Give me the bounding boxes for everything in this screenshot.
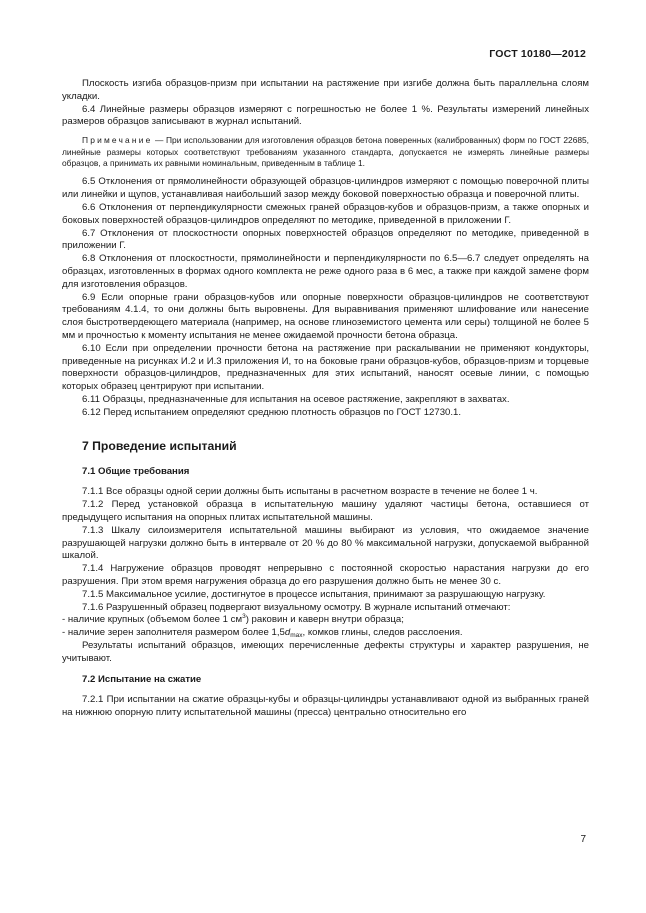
- paragraph-6-12: 6.12 Перед испытанием определяют среднюю плотность образцов по ГОСТ 12730.1.: [82, 406, 462, 418]
- paragraph-bending-plane: Плоскость изгиба образцов-призм при испытании на растяжение при изгибе должна быть параллельна слоям укладки.: [62, 78, 589, 102]
- page-number: 7: [580, 834, 586, 845]
- paragraph-6-5: 6.5 Отклонения от прямолинейности образующей образцов-цилиндров измеряют с помощью поверочной плиты или линейки и щупов, устанавливая наибольший зазор между боковой поверхностью образца и поверочной плиты.: [62, 176, 589, 201]
- paragraph-7-1-4: 7.1.4 Нагружение образцов проводят непрерывно с постоянной скоростью нарастания нагрузки до его разрушения. При этом время нагружения образца до его разрушения должно быть не менее 30 с.: [62, 563, 589, 587]
- paragraph-6-11: 6.11 Образцы, предназначенные для испытания на осевое растяжение, закрепляют в захватах.: [82, 393, 510, 405]
- paragraph-7-1-2: 7.1.2 Перед установкой образца в испытательную машину удаляют частицы бетона, оставшиеся от предыдущего испытания на опорных плитах испытательной машины.: [62, 499, 589, 523]
- section-7-heading: 7 Проведение испытаний: [82, 438, 237, 453]
- note-label: Примечание: [82, 135, 153, 146]
- paragraph-6-4: 6.4 Линейные размеры образцов измеряют с погрешностью не более 1 %. Результаты измерений линейных размеров образцов записывают в журнал испытаний.: [62, 103, 589, 128]
- paragraph-6-8: 6.8 Отклонения от плоскостности, прямолинейности и перпендикулярности по 6.5—6.7 следует определять на образцах, изготовленных в формах одного комплекта не реже одного раза в 6 мес, а также при каждой замене форм для изготовления образцов.: [62, 253, 589, 290]
- paragraph-7-1-6: 7.1.6 Разрушенный образец подвергают визуальному осмотру. В журнале испытаний отмечают:: [82, 601, 511, 613]
- note-text: — При использовании для изготовления образцов бетона поверенных (калиброванных) форм по ГОСТ 22685, линейные размеры которых соответствуют требованиям указанного стандарта, допускается не измерять линейные размеры образцов, а принимать их равными номинальным, приведенным в таблице 1.: [62, 135, 589, 168]
- paragraph-results-defects: Результаты испытаний образцов, имеющих перечисленные дефекты структуры и характер разрушения, не учитывают.: [62, 639, 589, 664]
- paragraph-6-6: 6.6 Отклонения от перпендикулярности смежных граней образцов-кубов и образцов-призм, а также опорных и боковых поверхностей образцов-цилиндров определяют по методике, приведенной в приложении Г.: [62, 202, 589, 226]
- paragraph-6-7: 6.7 Отклонения от плоскостности опорных поверхностей образцов определяют по методике, приведенной в приложении Г.: [62, 227, 589, 252]
- defect-list-item: - наличие зерен заполнителя размером более $1,5d_{max}$, комков глины, следов расслоения.: [62, 627, 463, 640]
- page-content: [62, 78, 589, 720]
- paragraph-7-1-1: 7.1.1 Все образцы одной серии должны быть испытаны в расчетном возрасте в течение не более 1 ч.: [82, 486, 538, 498]
- defect-list-item: - наличие крупных (объемом более 1 $см^3$) раковин и каверн внутри образца;: [62, 613, 404, 626]
- paragraph-6-10: 6.10 Если при определении прочности бетона на растяжение при раскалывании не применяют кондукторы, приведенные на рисунках И.2 и И.3 приложения И, то на боковые грани образцов-кубов, образцов-призм и торцевые поверхности образцов-цилиндров, предназначенных для этих испытаний, наносят осевые линии, с помощью которых образец центрируют при испытании.: [62, 342, 589, 393]
- paragraph-6-9: 6.9 Если опорные грани образцов-кубов или опорные поверхности образцов-цилиндров не соответствуют требованиям 4.1.4, то они должны быть выровнены. Для выравнивания применяют шлифование или нанесение слоя быстротвердеющего материала (например, на основе глиноземистого цемента или серы) толщиной не более 5 мм и прочностью к моменту испытания не менее ожидаемой прочности бетона образца.: [62, 291, 589, 341]
- paragraph-7-1-5: 7.1.5 Максимальное усилие, достигнутое в процессе испытания, принимают за разрушающую нагрузку.: [82, 588, 546, 600]
- paragraph-7-1-3: 7.1.3 Шкалу силоизмерителя испытательной машины выбирают из условия, что ожидаемое значение разрушающей нагрузки должно быть в интервале от 20 % до 80 % максимальной нагрузки, допускаемой выбранной шкалой.: [62, 524, 589, 562]
- subsection-7-2-heading: 7.2 Испытание на сжатие: [82, 673, 202, 685]
- header-standard-number: ГОСТ 10180—2012: [489, 48, 586, 60]
- note-paragraph: [62, 135, 589, 169]
- paragraph-7-2-1: 7.2.1 При испытании на сжатие образцы-кубы и образцы-цилиндры устанавливают одной из выбранных граней на нижнюю опорную плиту испытательной машины (пресса) центрально относительно его: [62, 694, 589, 719]
- subsection-7-1-heading: 7.1 Общие требования: [82, 465, 190, 477]
